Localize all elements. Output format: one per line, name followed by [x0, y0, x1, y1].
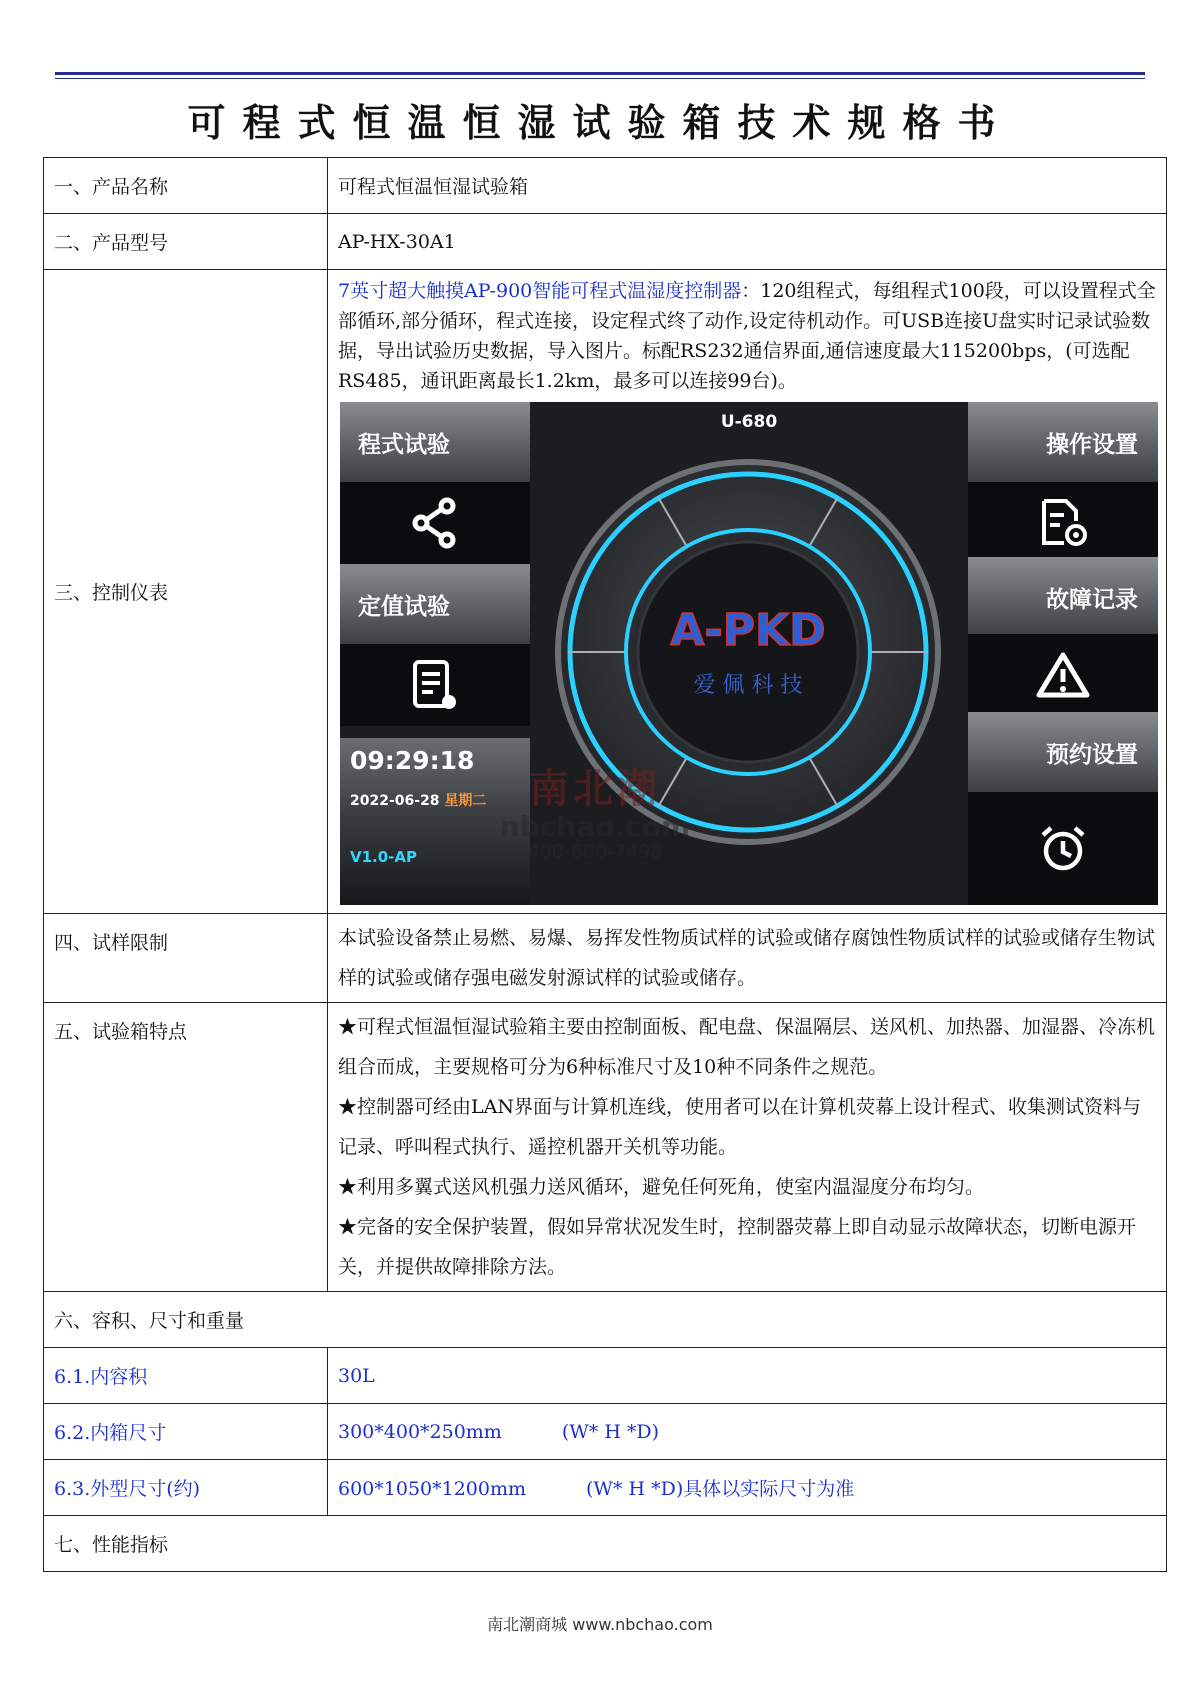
firmware-version: V1.0-AP [350, 848, 418, 866]
tile-program-test[interactable]: 程式试验 [340, 402, 530, 482]
row-value [328, 1460, 1167, 1516]
row-outer-size [44, 1460, 1167, 1516]
document-title: 可程式恒温恒湿试验箱技术规格书 [187, 100, 1013, 145]
row-inner-size [44, 1404, 1167, 1460]
feature-item: ★控制器可经由LAN界面与计算机连线，使用者可以在计算机荧幕上设计程式、收集测试资料与记录、呼叫程式执行、遥控机器开关机等功能。 [338, 1096, 1141, 1158]
document-edit-icon[interactable] [340, 644, 530, 726]
row-label: 一、产品名称 [44, 158, 328, 214]
watermark-phone: 400-600-7498 [527, 841, 663, 863]
row-sample-limit [44, 914, 1167, 1003]
controller-model: U-680 [720, 412, 778, 432]
controller-intro-highlight: 7英寸超大触摸AP-900智能可程式温湿度控制器 [338, 280, 742, 302]
row-product-name [44, 158, 1167, 214]
row-dims-header [44, 1292, 1167, 1348]
controller-description [338, 270, 1156, 396]
feature-item: ★利用多翼式送风机强力送风循环，避免任何死角，使室内温湿度分布均匀。 [338, 1176, 985, 1198]
inner-size-note: (W* H *D) [561, 1420, 660, 1443]
controller-screenshot [340, 402, 1158, 905]
header-rule-thick [55, 72, 1145, 75]
section-header: 六、容积、尺寸和重量 [44, 1292, 1167, 1348]
row-label: 二、产品型号 [44, 214, 328, 270]
spec-table [43, 157, 1167, 1572]
clock-time: 09:29:18 [350, 746, 475, 775]
row-value: 30L [328, 1348, 1167, 1404]
weekday: 星期二 [444, 793, 487, 809]
feature-item: ★可程式恒温恒湿试验箱主要由控制面板、配电盘、保温隔层、送风机、加热器、加湿器、冷冻机组合而成，主要规格可分为6种标准尺寸及10种不同条件之规范。 [338, 1016, 1156, 1078]
tile-fixed-test[interactable]: 定值试验 [340, 564, 530, 644]
row-controller [44, 270, 1167, 914]
alarm-clock-icon[interactable] [968, 792, 1158, 905]
row-label: 6.1.内容积 [44, 1348, 328, 1404]
outer-size-note: (W* H *D)具体以实际尺寸为准 [586, 1478, 855, 1500]
file-settings-icon[interactable] [968, 482, 1158, 564]
watermark-site: nbchao.com [499, 810, 691, 843]
row-label: 6.2.内箱尺寸 [44, 1404, 328, 1460]
row-value [328, 1404, 1167, 1460]
page-footer: 南北潮商城 www.nbchao.com [487, 1615, 713, 1634]
row-features [44, 1003, 1167, 1292]
row-label: 四、试样限制 [44, 914, 328, 1003]
row-product-model [44, 214, 1167, 270]
clock-panel [340, 738, 530, 905]
date-value: 2022-06-28 [350, 793, 440, 809]
tile-operation-settings[interactable]: 操作设置 [968, 402, 1158, 482]
brand-logo-sub: 爱 佩 科 技 [693, 673, 803, 698]
row-volume [44, 1348, 1167, 1404]
brand-logo: A-PKD [670, 605, 826, 656]
row-value: AP-HX-30A1 [328, 214, 1167, 270]
controller-intro-text: ：120组程式，每组程式100段，可以设置程式全部循环,部分循环，程式连接，设定程式终了动作,设定待机动作。可USB连接U盘实时记录试验数据，导出试验历史数据，导入图片。标配RS232通信界面,通信速度最大115200bps，(可选配RS485，通讯距离最长1.2km，最多可以连接99台)。 [338, 280, 1156, 392]
share-icon[interactable] [340, 482, 530, 564]
feature-item: ★完备的安全保护装置，假如异常状况发生时，控制器荧幕上即自动显示故障状态，切断电源开关，并提供故障排除方法。 [338, 1216, 1137, 1278]
inner-size-value: 300*400*250mm [338, 1420, 502, 1443]
row-value: 可程式恒温恒湿试验箱 [328, 158, 1167, 214]
row-label: 五、试验箱特点 [44, 1003, 328, 1292]
row-value: 本试验设备禁止易燃、易爆、易挥发性物质试样的试验或储存腐蚀性物质试样的试验或储存生物试样的试验或储存强电磁发射源试样的试验或储存。 [338, 927, 1156, 989]
tile-fault-log[interactable]: 故障记录 [968, 557, 1158, 637]
row-label: 三、控制仪表 [44, 270, 328, 914]
header-rule-thin [55, 78, 1145, 79]
tile-schedule-settings[interactable]: 预约设置 [968, 712, 1158, 792]
row-performance-header [44, 1516, 1167, 1572]
outer-size-value: 600*1050*1200mm [338, 1478, 527, 1500]
warning-icon[interactable] [968, 634, 1158, 716]
features-list [338, 1003, 1156, 1291]
clock-date [350, 790, 486, 810]
section-header: 七、性能指标 [44, 1516, 1167, 1572]
watermark-name: 南北潮 [529, 766, 661, 812]
row-label: 6.3.外型尺寸(约) [44, 1460, 328, 1516]
